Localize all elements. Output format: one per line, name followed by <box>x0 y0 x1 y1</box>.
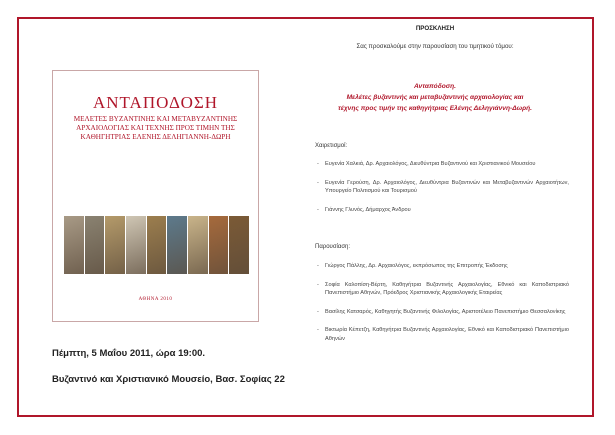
icon-photo <box>105 216 125 274</box>
cover-publication-line: ΑΘΗΝΑ 2010 <box>138 297 173 302</box>
manuscript-photo <box>209 216 229 274</box>
greetings-label: Χαιρετισμοί: <box>315 143 348 149</box>
presenter-item: - Γιώργος Πάλλης, Δρ. Αρχαιολόγος, εκπρόσωπος της Επιτροπής Έκδοσης <box>317 262 569 271</box>
book-title-line: Μελέτες βυζαντινής και μεταβυζαντινής αρχαιολογίας και <box>346 94 524 101</box>
greeting-item: - Ευγενία Χαλκιά, Δρ. Αρχαιολόγος, Διευθύντρια Βυζαντινού και Χριστιανικού Μουσείου <box>317 160 569 169</box>
book-title-line: Ανταπόδοση. <box>413 83 457 90</box>
presenter-item: - Βικτωρία Κέπετζη, Καθηγήτρια Βυζαντινής Αρχαιολογίας, Εθνικό και Καποδιστριακό Πανεπιστήμιο Αθηνών <box>317 326 569 343</box>
event-date: Πέμπτη, 5 Μαΐου 2011, ώρα 19:00. <box>52 348 206 359</box>
greeting-item: - Ευγενία Γερούση, Δρ. Αρχαιολόγος, Διευθύντρια Βυζαντινών και Μεταβυζαντινών Αρχαιοτήτων, Υπουργείο Πολιτισμού και Τουρισμού <box>317 179 569 196</box>
presenters-label: Παρουσίαση: <box>315 244 351 250</box>
church-ruin-photo <box>85 216 105 274</box>
cover-title: ΑΝΤΑΠΟΔΟΣΗ <box>92 93 219 112</box>
invitation-intro: Σας προσκαλούμε στην παρουσίαση του τιμητικού τόμου: <box>356 43 514 50</box>
ceramic-photo <box>188 216 208 274</box>
presenters-list <box>317 262 569 344</box>
greeting-item: - Γιάννης Γλυνός, Δήμαρχος Άνδρου <box>317 206 569 215</box>
cover-photo-strip <box>64 216 249 274</box>
cover-subtitle: ΜΕΛΕΤΕΣ ΒΥΖΑΝΤΙΝΗΣ ΚΑΙ ΜΕΤΑΒΥΖΑΝΤΙΝΗΣ ΑΡΧΑΙΟΛΟΓΙΑΣ ΚΑΙ ΤΕΧΝΗΣ ΠΡΟΣ ΤΙΜΗΝ ΤΗΣ ΚΑΘΗΓΗΤΡΙΑΣ ΕΛΕΝΗΣ ΔΕΛΗΓΙΑΝΝΗ-ΔΩΡΗ <box>73 115 238 141</box>
saint-icon-photo <box>229 216 249 274</box>
presenter-item: - Σοφία Καλοπίση-Βέρτη, Καθηγήτρια Βυζαντινής Αρχαιολογίας, Εθνικό και Καποδιστριακό Πανεπιστήμιο Αθηνών, Πρόεδρος Χριστιανικής Αρχαιολογικής Εταιρείας <box>317 281 569 298</box>
greetings-list <box>317 160 569 214</box>
presenter-item: - Βασίλης Κατσαρός, Καθηγητής Βυζαντινής Φιλολογίας, Αριστοτέλειο Πανεπιστήμιο Θεσσαλονίκης <box>317 308 569 317</box>
castle-photo <box>64 216 84 274</box>
book-title-block <box>300 81 570 114</box>
fresco-figure-photo <box>147 216 167 274</box>
carved-relief-photo <box>126 216 146 274</box>
invitation-heading: ΠΡΟΣΚΛΗΣΗ <box>415 25 455 32</box>
textile-photo <box>167 216 187 274</box>
book-cover <box>52 70 259 322</box>
event-venue: Βυζαντινό και Χριστιανικό Μουσείο, Βασ. Σοφίας 22 <box>52 374 285 385</box>
book-title-line: τέχνης προς τιμήν της καθηγήτριας Ελένης Δεληγιάννη-Δωρή. <box>338 105 532 112</box>
